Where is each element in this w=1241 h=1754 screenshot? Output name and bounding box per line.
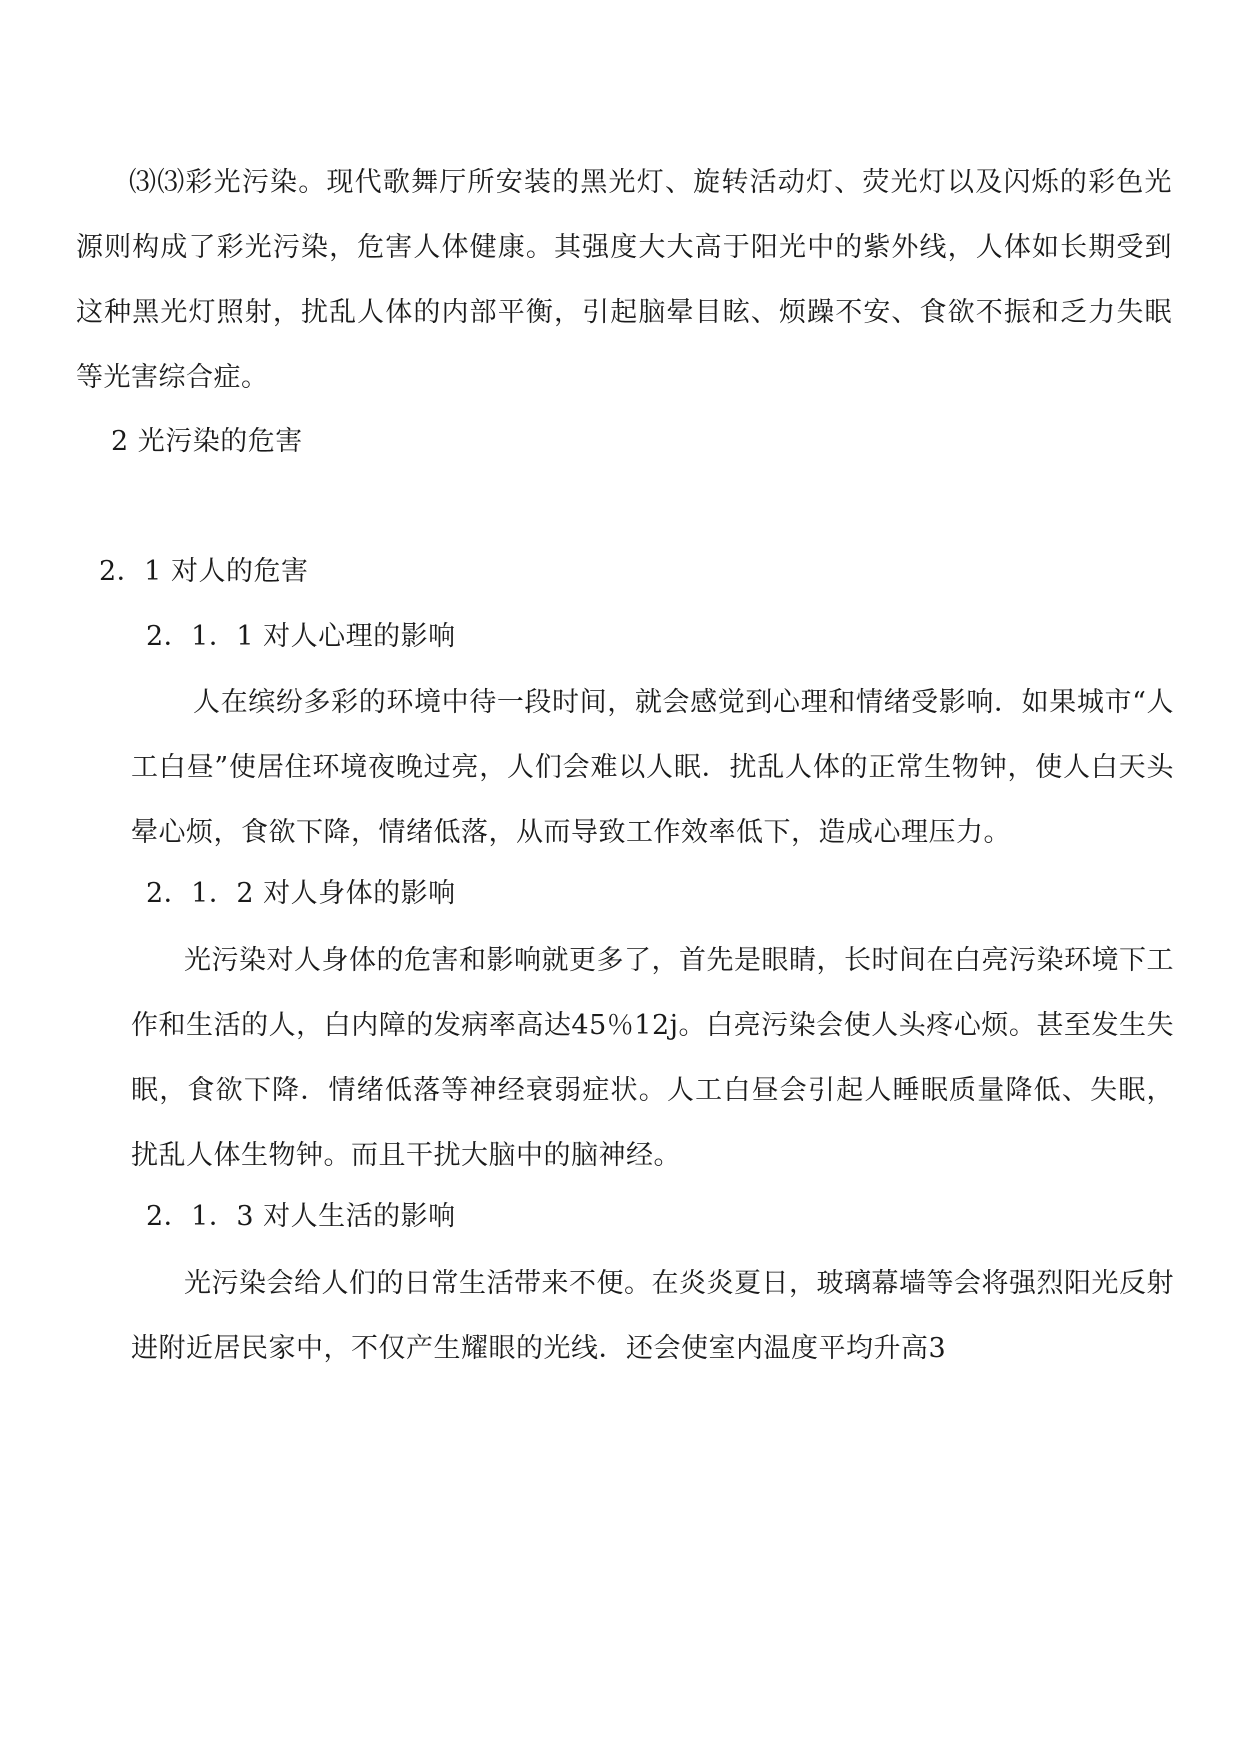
section-heading-2: 2 光污染的危害 — [111, 426, 303, 457]
section-heading-2-1-2: 2．1．2 对人身体的影响 — [146, 878, 456, 909]
paragraph-psychological-impact: 人在缤纷多彩的环境中待一段时间，就会感觉到心理和情绪受影响．如果城市“人工白昼”使居住环境夜晚过亮，人们会难以人眠．扰乱人体的正常生物钟，使人白天头晕心烦，食欲下降，情绪低落，从而导致工作效率低下，造成心理压力。 — [131, 687, 1174, 848]
section-heading-2-1-1: 2．1．1 对人心理的影响 — [146, 621, 456, 652]
section-heading-2-1-3: 2．1．3 对人生活的影响 — [146, 1201, 456, 1232]
section-heading-2-1: 2．1 对人的危害 — [99, 556, 309, 587]
paragraph-colored-light-pollution: ⑶⑶彩光污染。现代歌舞厅所安装的黑光灯、旋转活动灯、荧光灯以及闪烁的彩色光源则构成了彩光污染，危害人体健康。其强度大大高于阳光中的紫外线，人体如长期受到这种黑光灯照射，扰乱人体的内部平衡，引起脑晕目眩、烦躁不安、食欲不振和乏力失眠等光害综合症。 — [76, 167, 1172, 393]
paragraph-life-impact: 光污染会给人们的日常生活带来不便。在炎炎夏日，玻璃幕墙等会将强烈阳光反射进附近居民家中，不仅产生耀眼的光线．还会使室内温度平均升高3 — [131, 1268, 1174, 1364]
paragraph-physical-impact: 光污染对人身体的危害和影响就更多了，首先是眼睛，长时间在白亮污染环境下工作和生活的人，白内障的发病率高达45％12j。白亮污染会使人头疼心烦。甚至发生失眠，食欲下降．情绪低落等神经衰弱症状。人工白昼会引起人睡眠质量降低、失眠，扰乱人体生物钟。而且干扰大脑中的脑神经。 — [131, 945, 1174, 1171]
